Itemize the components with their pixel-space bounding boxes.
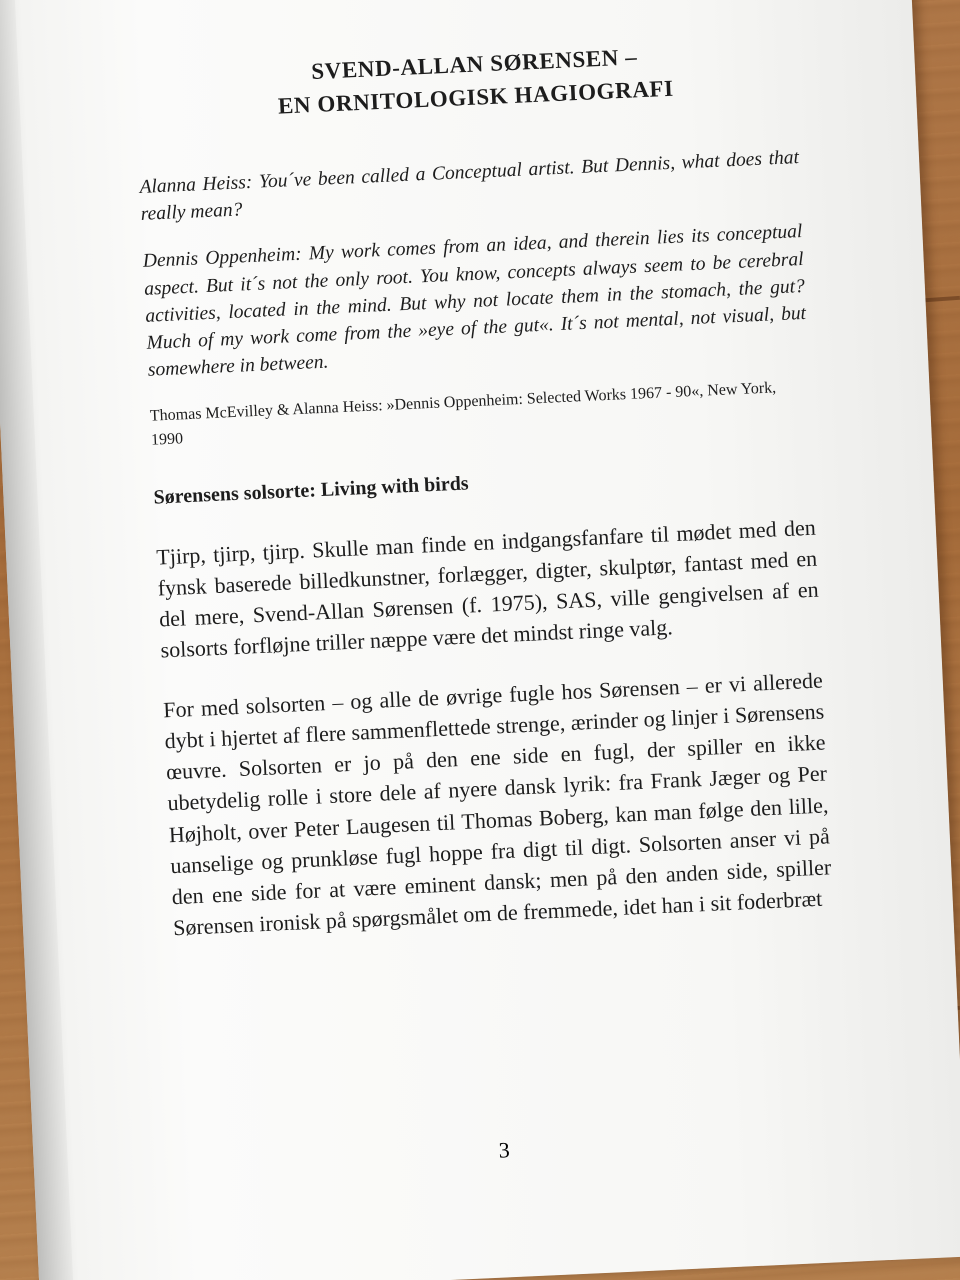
body-text: [156, 511, 834, 943]
body-paragraph-2: For med solsorten – og alle de øvrige fugle hos Sørensen – er vi allerede dybt i hjertet af flere sammenflettede strenge, ærinder og linjer i Sørensens œuvre. Solsorten er jo på den ene side en fugl, der spiller en ikke ubetydelig rolle i store dele af nyere dansk lyrik: fra Frank Jæger og Per Højholt, over Peter Laugesen til Thomas Boberg, kan man følge den lille, uanselige og prunkløse fugl hoppe fra digt til digt. Solsorten anser vi på den ene side for at være eminent dansk; men på den anden side, spiller Sørensen ironisk på spørgsmålet om de fremmede, idet han i sit foderbræt: [162, 667, 832, 941]
body-paragraph-1: Tjirp, tjirp, tjirp. Skulle man finde en indgangsfanfare til mødet med den fynsk baserede billedkunstner, forlægger, digter, skulptør, fantast med en del mere, Svend-Allan Sørensen (f. 1975), SAS, ville gengivelsen af en solsorts forfløjne triller næppe være det mindst ringe valg.: [155, 514, 820, 663]
chapter-title-line-2: EN ORNITOLOGISK HAGIOGRAFI: [277, 76, 675, 119]
epigraph-answer: Dennis Oppenheim: My work comes from an idea, and therein lies its conceptual aspect. But it´s not the only root. You know, concepts always seem to be cerebral activities, located in the mind. But why not locate them in the stomach, the gut? Much of my work come from the »eye of the gut«. It´s not mental, not visual, but somewhere in between.: [142, 221, 807, 382]
chapter-title: [154, 33, 796, 129]
chapter-title-line-1: SVEND-ALLAN SØRENSEN –: [310, 44, 638, 85]
epigraph-citation: Thomas McEvilley & Alanna Heiss: »Dennis Oppenheim: Selected Works 1967 - 90«, New York, 1990: [149, 379, 777, 449]
epigraph-question: Alanna Heiss: You´ve been called a Conceptual artist. But Dennis, what does that really mean?: [139, 146, 800, 225]
section-heading: Sørensens solsorte: Living with birds: [153, 472, 470, 509]
page-gutter: [0, 0, 74, 1280]
page-number: 3: [498, 1137, 511, 1163]
page-content: [133, 23, 834, 972]
epigraph-quote: [139, 144, 808, 385]
